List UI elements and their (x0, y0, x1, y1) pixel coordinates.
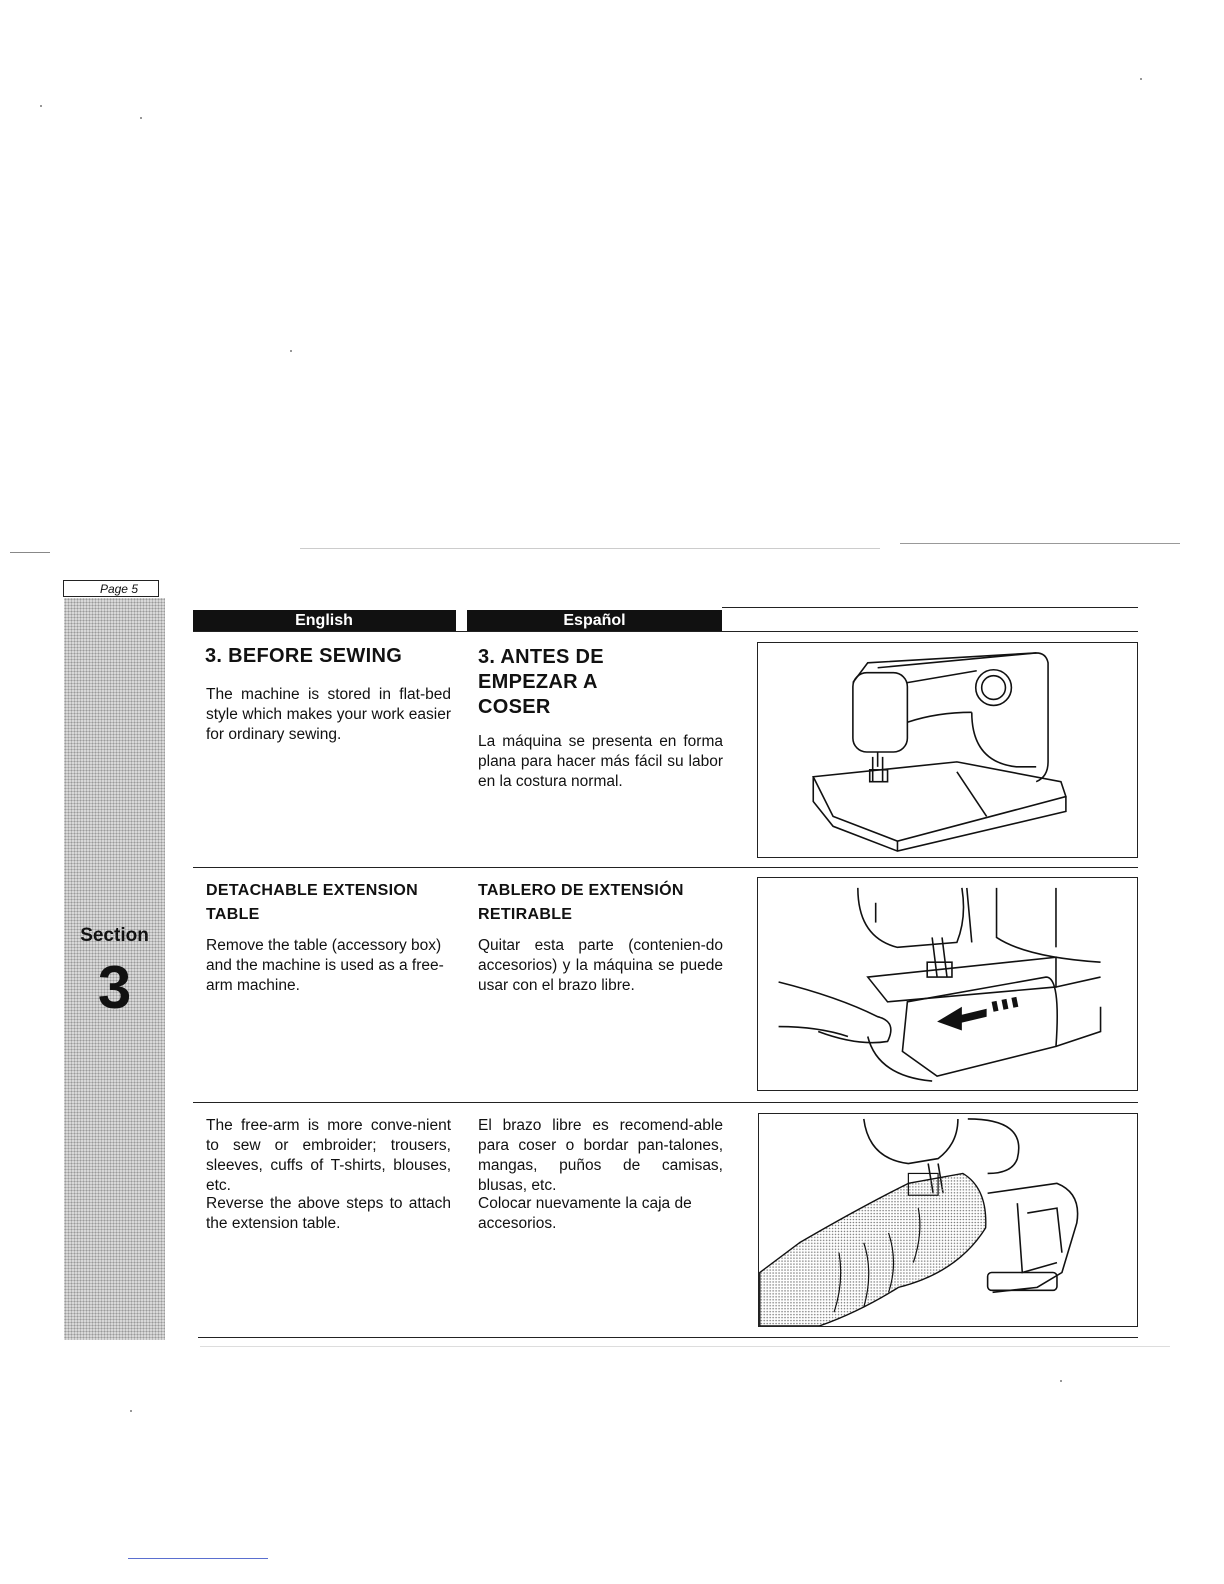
language-header-spanish: Español (467, 610, 722, 632)
es-title-extension-table: TABLERO DE EXTENSIÓN RETIRABLE (478, 882, 684, 923)
block-divider (193, 867, 1138, 868)
block-divider (193, 1102, 1138, 1103)
scan-speck (130, 1410, 132, 1412)
page-label: Page 5 (63, 580, 159, 597)
figure-sewing-machine (757, 642, 1138, 858)
es-title-before-sewing: 3. ANTES DE EMPEZAR A COSER (478, 646, 604, 718)
scan-speck (1060, 1380, 1062, 1382)
scan-artifact-line (10, 552, 50, 553)
sewing-machine-icon (758, 643, 1137, 857)
remove-table-icon (758, 878, 1137, 1090)
scan-speck (40, 105, 42, 107)
scan-artifact-line (128, 1558, 268, 1559)
en-body-free-arm: The free-arm is more conve-nient to sew or embroider; trousers, sleeves, cuffs of T-shirts, blouses, etc. (206, 1117, 451, 1194)
figure-remove-table (757, 877, 1138, 1091)
header-rule (722, 607, 1138, 608)
figure-free-arm (758, 1113, 1138, 1327)
language-header-english: English (193, 610, 455, 632)
scan-speck (140, 117, 142, 119)
scan-artifact-line (900, 543, 1180, 544)
es-body-reattach: Colocar nuevamente la caja de accesorios. (478, 1195, 692, 1232)
en-body-extension-table: Remove the table (accessory box) and the machine is used as a free-arm machine. (206, 937, 444, 994)
scan-artifact-line (200, 1346, 1170, 1347)
scan-speck (1140, 78, 1142, 80)
es-body-free-arm: El brazo libre es recomend-able para coser o bordar pan-talones, mangas, puños de camisas, blusas, etc. (478, 1117, 723, 1194)
en-title-extension-table: DETACHABLE EXTENSION TABLE (206, 882, 418, 923)
scan-speck (290, 350, 292, 352)
en-body-reverse-steps: Reverse the above steps to attach the extension table. (206, 1195, 451, 1232)
header-rule (193, 631, 1138, 632)
en-title-before-sewing: 3. BEFORE SEWING (205, 645, 403, 667)
page-bottom-rule (198, 1337, 1138, 1338)
es-body-extension-table: Quitar esta parte (contenien-do accesorios) y la máquina se puede usar con el brazo libre. (478, 937, 723, 994)
es-body-before-sewing: La máquina se presenta en forma plana para hacer más fácil su labor en la costura normal. (478, 733, 723, 790)
free-arm-sleeve-icon (759, 1114, 1137, 1326)
en-body-before-sewing: The machine is stored in flat-bed style which makes your work easier for ordinary sewing. (206, 686, 451, 743)
scan-artifact-line (300, 548, 880, 549)
section-label: Section (80, 925, 149, 946)
section-number: 3 (97, 954, 132, 1021)
